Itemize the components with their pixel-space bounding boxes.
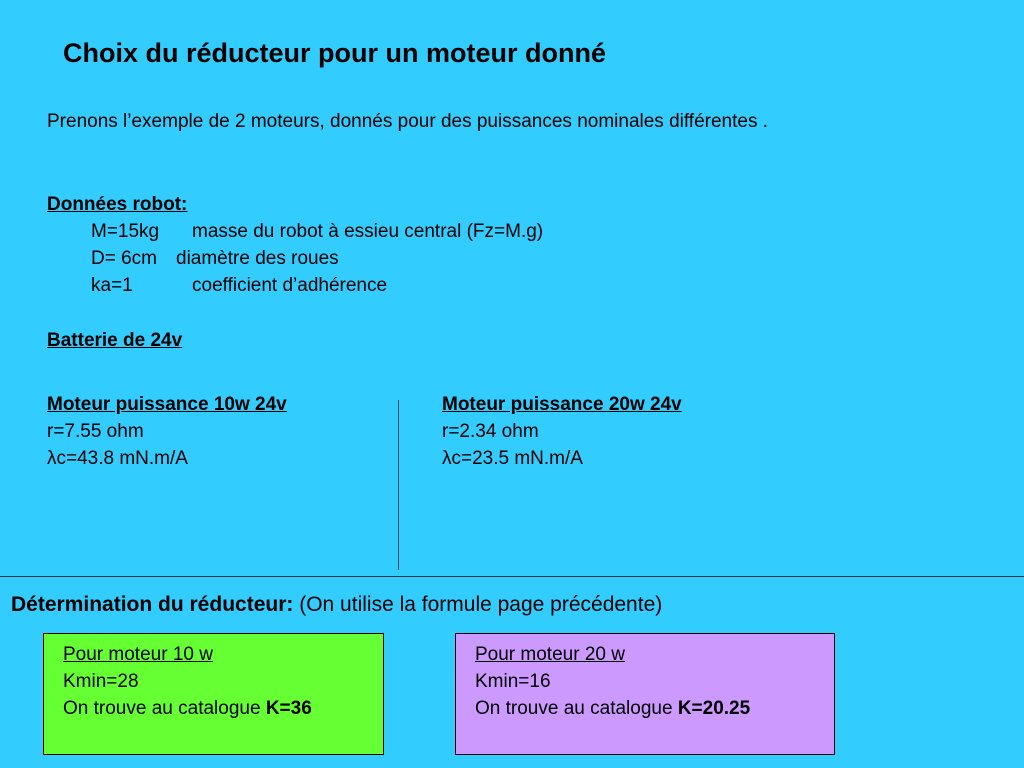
section-divider <box>0 576 1024 577</box>
result-box-10w <box>43 633 384 755</box>
box2-catalogue-line <box>475 695 750 722</box>
motor-divider <box>398 400 399 570</box>
result-box-20w <box>455 633 835 755</box>
box2-catalogue-text: On trouve au catalogue <box>475 698 678 719</box>
box1-k-value: K=36 <box>265 698 312 719</box>
motor1-resistance: r=7.55 ohm <box>47 421 144 442</box>
robot-mass-desc: masse du robot à essieu central (Fz=M.g) <box>192 221 544 242</box>
intro-text: Prenons l’exemple de 2 moteurs, donnés pour des puissances nominales différentes . <box>47 111 769 132</box>
robot-ka-desc: coefficient d’adhérence <box>192 275 388 296</box>
box2-heading: Pour moteur 20 w <box>475 644 625 665</box>
robot-diameter-value: D= 6cm <box>91 248 157 269</box>
box1-catalogue-line <box>63 695 312 722</box>
determination-note: (On utilise la formule page précédente) <box>299 593 663 616</box>
motor2-torque-constant: λc=23.5 mN.m/A <box>442 448 583 469</box>
robot-mass-value: M=15kg <box>91 221 160 242</box>
slide-title: Choix du réducteur pour un moteur donné <box>63 38 606 68</box>
motor2-resistance: r=2.34 ohm <box>442 421 539 442</box>
robot-diameter-desc: diamètre des roues <box>176 248 339 269</box>
motor2-heading: Moteur puissance 20w 24v <box>442 394 682 415</box>
box1-catalogue-text: On trouve au catalogue <box>63 698 266 719</box>
battery-heading: Batterie de 24v <box>47 330 183 351</box>
robot-ka-value: ka=1 <box>91 275 133 296</box>
box1-kmin: Kmin=28 <box>63 671 139 692</box>
box1-heading: Pour moteur 10 w <box>63 644 213 665</box>
motor1-torque-constant: λc=43.8 mN.m/A <box>47 448 188 469</box>
box2-k-value: K=20.25 <box>677 698 751 719</box>
motor1-heading: Moteur puissance 10w 24v <box>47 394 287 415</box>
robot-data-heading: Données robot: <box>47 194 188 215</box>
determination-line <box>11 593 662 617</box>
box2-kmin: Kmin=16 <box>475 671 551 692</box>
determination-heading: Détermination du réducteur: <box>11 593 294 616</box>
